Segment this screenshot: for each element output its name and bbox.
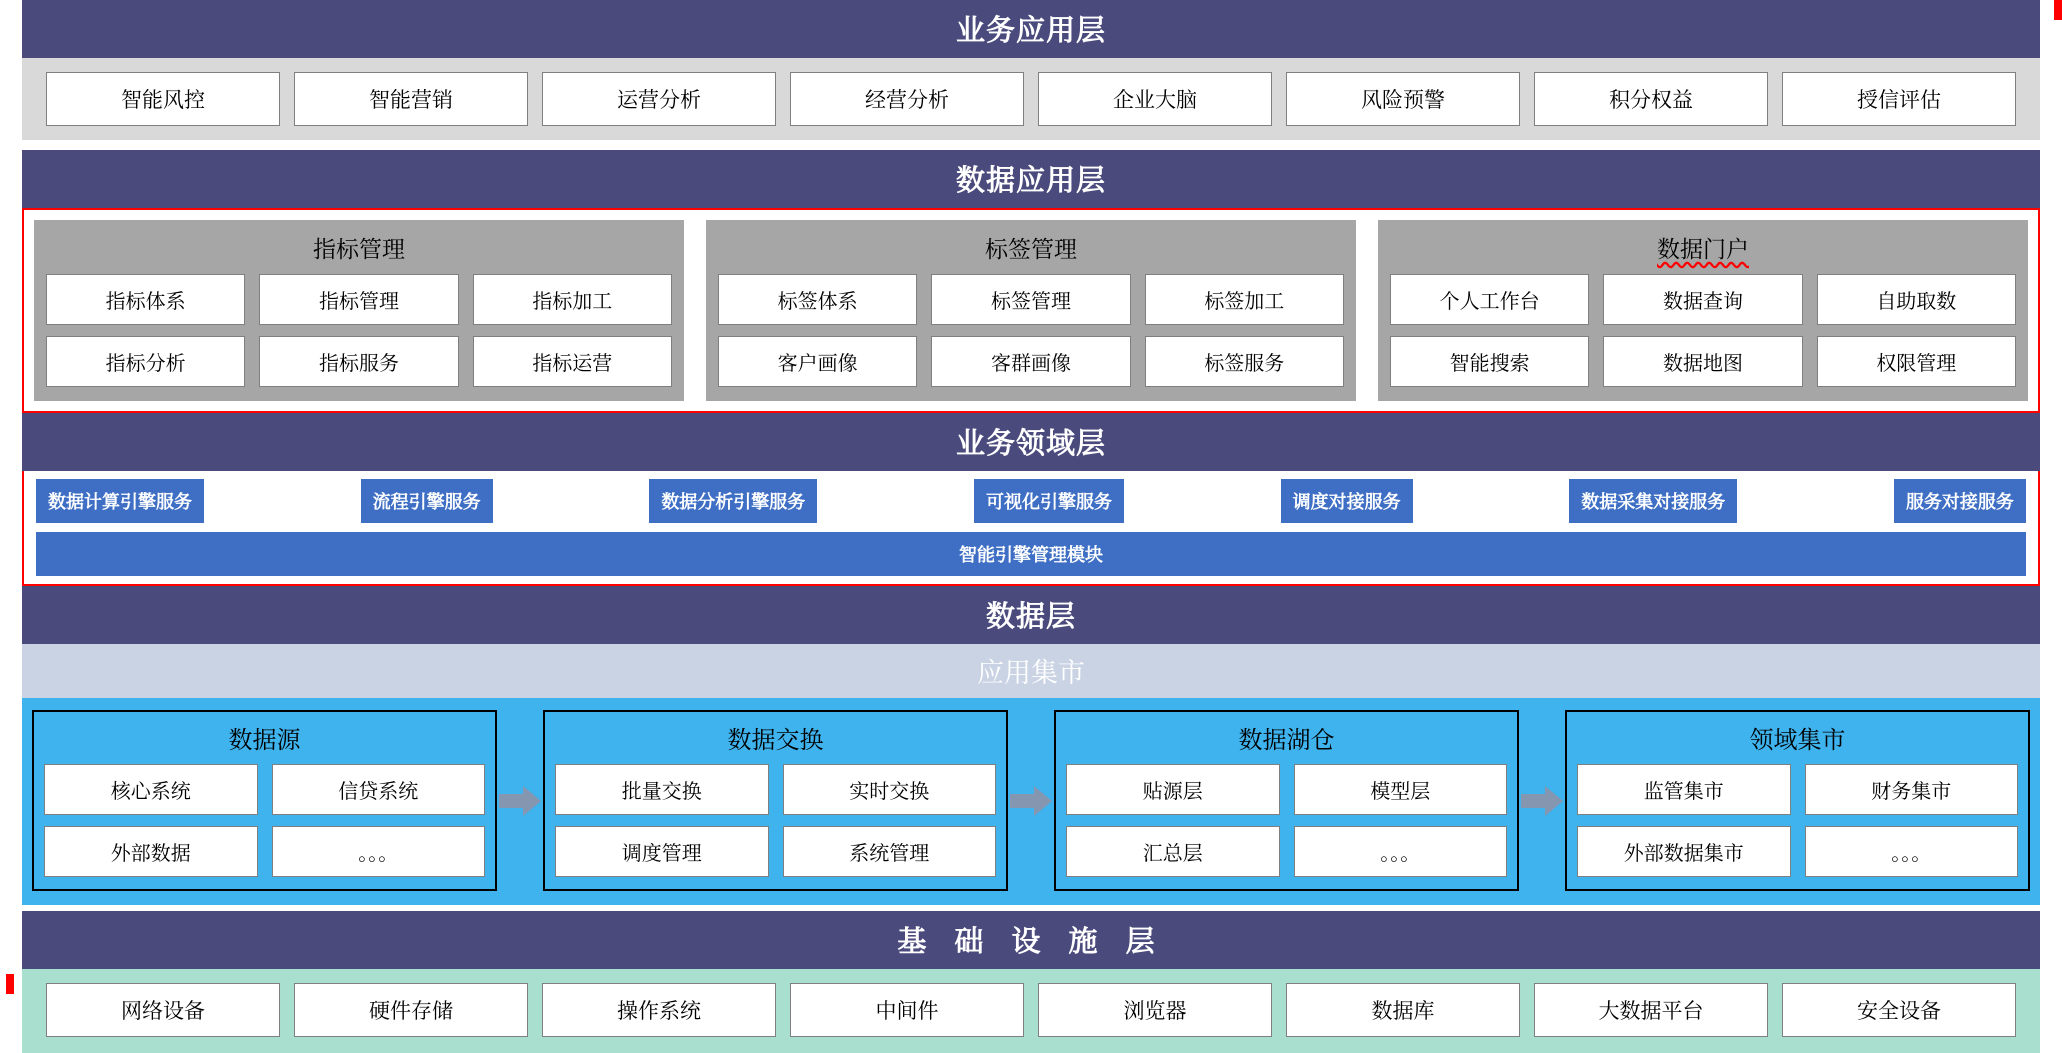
data-app-item[interactable]: 数据地图 [1603, 336, 1802, 387]
infrastructure-item[interactable]: 数据库 [1286, 983, 1520, 1037]
data-app-item[interactable]: 智能搜索 [1390, 336, 1589, 387]
data-app-item[interactable]: 客户画像 [718, 336, 917, 387]
business-app-band [22, 58, 2040, 140]
business-app-item[interactable]: 企业大脑 [1038, 72, 1272, 126]
data-layer-item[interactable]: 财务集市 [1805, 764, 2019, 815]
data-app-item[interactable]: 客群画像 [931, 336, 1130, 387]
application-market-bar: 应用集市 [22, 644, 2040, 698]
data-layer-item[interactable]: 汇总层 [1066, 826, 1280, 877]
data-block-items [555, 764, 996, 877]
data-layer-item[interactable]: 信贷系统 [272, 764, 486, 815]
engine-service-row [30, 479, 2032, 523]
engine-service[interactable]: 调度对接服务 [1281, 479, 1413, 523]
data-block-title: 数据交换 [727, 727, 824, 754]
data-layer-item[interactable]: 系统管理 [783, 826, 997, 877]
infrastructure-item[interactable]: 硬件存储 [294, 983, 528, 1037]
infrastructure-item[interactable]: 浏览器 [1038, 983, 1272, 1037]
data-layer-item[interactable]: 外部数据集市 [1577, 826, 1791, 877]
data-layer-item[interactable]: 批量交换 [555, 764, 769, 815]
data-app-item[interactable]: 指标体系 [46, 274, 245, 325]
engine-service[interactable]: 流程引擎服务 [361, 479, 493, 523]
data-block-title: 数据湖仓 [1238, 727, 1335, 754]
business-app-item[interactable]: 授信评估 [1782, 72, 2016, 126]
layer-title-business-app: 业务应用层 [22, 0, 2040, 58]
data-layer-item[interactable]: 实时交换 [783, 764, 997, 815]
data-layer-item[interactable]: 调度管理 [555, 826, 769, 877]
flow-arrow-icon [497, 786, 543, 816]
infrastructure-item[interactable]: 大数据平台 [1534, 983, 1768, 1037]
data-layer-item[interactable]: 模型层 [1294, 764, 1508, 815]
group-items [718, 274, 1344, 387]
flow-arrow-icon [1519, 786, 1565, 816]
engine-service[interactable]: 数据分析引擎服务 [649, 479, 817, 523]
data-block-title: 领域集市 [1749, 727, 1846, 754]
layer-title-data: 数据层 [22, 586, 2040, 644]
infrastructure-item[interactable]: 网络设备 [46, 983, 280, 1037]
infrastructure-item[interactable]: 操作系统 [542, 983, 776, 1037]
group-items [46, 274, 672, 387]
group-tag-management [706, 220, 1356, 401]
data-app-item[interactable]: 指标加工 [473, 274, 672, 325]
data-app-item[interactable]: 标签加工 [1145, 274, 1344, 325]
engine-manager-module[interactable]: 智能引擎管理模块 [36, 532, 2026, 576]
engine-service[interactable]: 数据采集对接服务 [1569, 479, 1737, 523]
data-app-item[interactable]: 指标分析 [46, 336, 245, 387]
engine-service[interactable]: 数据计算引擎服务 [36, 479, 204, 523]
business-app-items [22, 72, 2040, 126]
data-block-items [44, 764, 485, 877]
group-items [1390, 274, 2016, 387]
business-app-item[interactable]: 运营分析 [542, 72, 776, 126]
data-layer-item[interactable]: 。。。 [1805, 826, 2019, 877]
data-block-lakehouse [1054, 710, 1519, 891]
data-app-item[interactable]: 权限管理 [1817, 336, 2016, 387]
group-data-portal [1378, 220, 2028, 401]
data-block-source [32, 710, 497, 891]
data-app-item[interactable]: 指标服务 [259, 336, 458, 387]
business-app-item[interactable]: 经营分析 [790, 72, 1024, 126]
infrastructure-item[interactable]: 安全设备 [1782, 983, 2016, 1037]
data-block-exchange [543, 710, 1008, 891]
engine-service[interactable]: 可视化引擎服务 [974, 479, 1124, 523]
engine-service[interactable]: 服务对接服务 [1894, 479, 2026, 523]
business-app-item[interactable]: 智能营销 [294, 72, 528, 126]
infrastructure-item[interactable]: 中间件 [790, 983, 1024, 1037]
business-app-item[interactable]: 积分权益 [1534, 72, 1768, 126]
data-app-item[interactable]: 标签服务 [1145, 336, 1344, 387]
data-layer-item[interactable]: 贴源层 [1066, 764, 1280, 815]
data-layer-band [22, 698, 2040, 905]
data-app-item[interactable]: 指标管理 [259, 274, 458, 325]
data-layer-item[interactable]: 核心系统 [44, 764, 258, 815]
business-domain-container [22, 471, 2040, 586]
data-app-item[interactable]: 个人工作台 [1390, 274, 1589, 325]
data-layer-item[interactable]: 监管集市 [1577, 764, 1791, 815]
business-app-item[interactable]: 智能风控 [46, 72, 280, 126]
business-app-item[interactable]: 风险预警 [1286, 72, 1520, 126]
group-title: 指标管理 [313, 236, 405, 262]
edge-mark-bottom-left [6, 974, 14, 994]
data-block-items [1066, 764, 1507, 877]
layer-title-infrastructure: 基 础 设 施 层 [22, 911, 2040, 969]
data-app-container [22, 208, 2040, 413]
data-app-item[interactable]: 标签体系 [718, 274, 917, 325]
data-app-item[interactable]: 标签管理 [931, 274, 1130, 325]
group-title: 数据门户 [1657, 236, 1749, 262]
infrastructure-items [22, 983, 2040, 1037]
group-indicator-management [34, 220, 684, 401]
flow-arrow-icon [1008, 786, 1054, 816]
data-layer-item[interactable]: 。。。 [1294, 826, 1508, 877]
data-layer-item[interactable]: 外部数据 [44, 826, 258, 877]
data-app-item[interactable]: 指标运营 [473, 336, 672, 387]
data-app-item[interactable]: 数据查询 [1603, 274, 1802, 325]
data-block-title: 数据源 [228, 727, 301, 754]
data-layer-item[interactable]: 。。。 [272, 826, 486, 877]
infrastructure-band [22, 969, 2040, 1053]
data-app-item[interactable]: 自助取数 [1817, 274, 2016, 325]
group-title: 标签管理 [985, 236, 1077, 262]
layer-title-data-app: 数据应用层 [22, 150, 2040, 208]
data-block-domain-market [1565, 710, 2030, 891]
edge-mark-top-right [2054, 0, 2062, 20]
data-block-items [1577, 764, 2018, 877]
layer-title-business-domain: 业务领域层 [22, 413, 2040, 471]
